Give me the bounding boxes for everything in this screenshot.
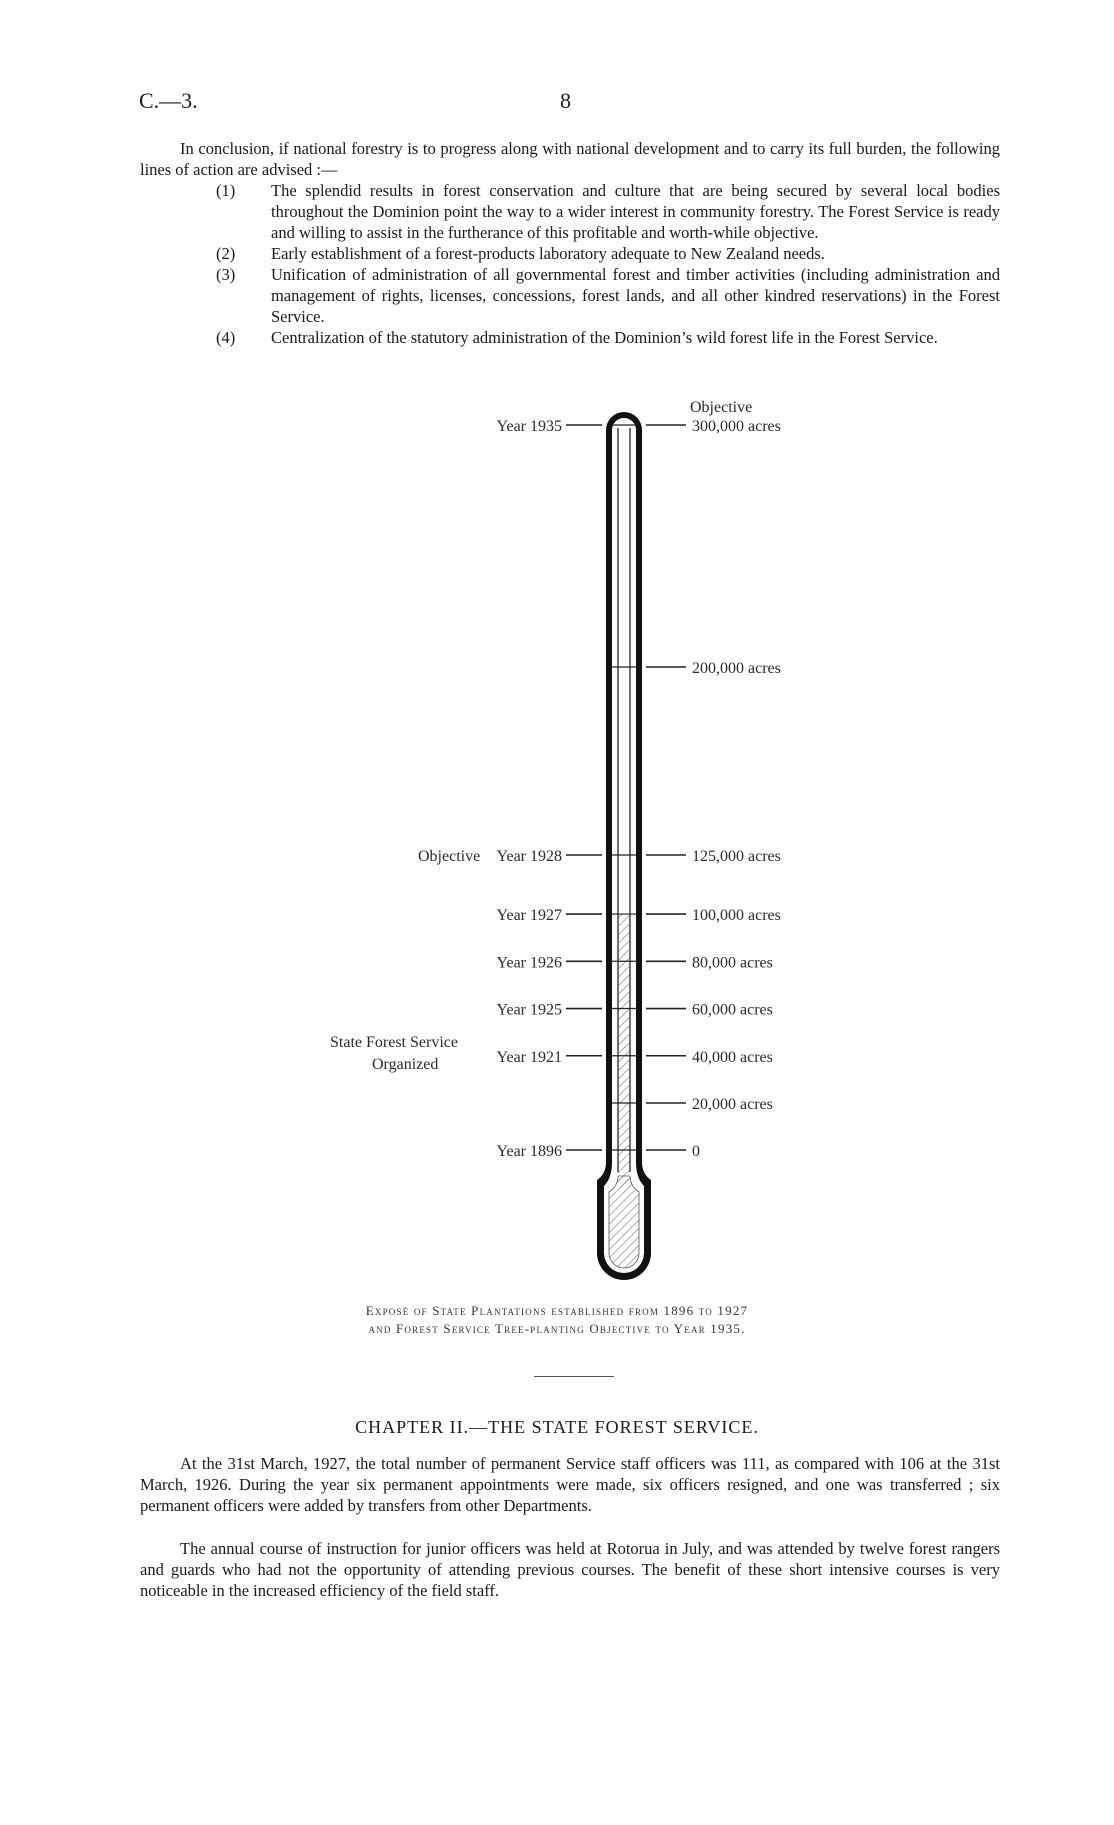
right-scale-label: 20,000 acres (692, 1096, 773, 1113)
intro-paragraph: In conclusion, if national forestry is to progress along with national development and to carry its full burden, the following lines of action are advised :— (140, 139, 1000, 179)
year-label: Year 1935 (496, 418, 562, 435)
year-label: Year 1925 (496, 1001, 562, 1019)
year-label: Year 1928 (496, 848, 562, 865)
action-item-text: Centralization of the statutory administration of the Dominion’s wild forest life in the Forest Service. (271, 328, 938, 347)
action-item-number: (2) (216, 244, 236, 263)
objective-top-annotation: Objective (690, 399, 753, 416)
chapter-title: CHAPTER II.—THE STATE FOREST SERVICE. (355, 1417, 759, 1437)
chapter-paragraph: The annual course of instruction for junior officers was held at Rotorua in July, and was attended by twelve forest rangers and guards who had not the opportunity of attending previous courses. The benefit of these short intensive courses is very noticeable in the increased efficiency of the field staff. (140, 1539, 1000, 1600)
action-item-text: The splendid results in forest conservation and culture that are being secured by several local bodies throughout the Dominion point the way to a wider interest in community forestry. The Forest Service is ready and willing to assist in the furtherance of this profitable and worth-while objective. (271, 181, 1000, 242)
action-item-text: Unification of administration of all governmental forest and timber activities (including administration and management of rights, licenses, concessions, forest lands, and all other kindred reservations) in the Forest Service. (271, 265, 1000, 326)
chapter-paragraph: At the 31st March, 1927, the total number of permanent Service staff officers was 111, as compared with 106 at the 31st March, 1926. During the year six permanent appointments were made, six officers resigned, and one was transferred ; six permanent officers were added by transfers from other Departments. (140, 1454, 1000, 1515)
page-number: 8 (560, 88, 571, 113)
left-labels (497, 418, 602, 1160)
right-scale-label: 80,000 acres (692, 954, 773, 972)
action-item-number: (4) (216, 328, 236, 347)
state-forest-annotation-line2: Organized (372, 1056, 439, 1073)
right-labels (646, 418, 781, 1160)
year-label: Year 1896 (496, 1143, 562, 1160)
figure-caption-line1: Exposé of State Plantations established from 1896 to 1927 (365, 1303, 749, 1318)
right-scale-label: 60,000 acres (692, 1001, 773, 1019)
figure-caption-line2: and Forest Service Tree-planting Objective to Year 1935. (368, 1321, 746, 1336)
mercury-column (618, 914, 630, 1188)
year-label: Year 1926 (496, 954, 562, 972)
mercury-bulb (609, 1176, 639, 1268)
right-scale-label: 200,000 acres (692, 660, 781, 677)
objective-left-annotation: Objective (418, 848, 481, 865)
state-forest-annotation-line1: State Forest Service (330, 1034, 458, 1051)
right-scale-label: 0 (692, 1143, 700, 1160)
document-code: C.—3. (139, 88, 198, 113)
right-scale-label: 125,000 acres (692, 848, 781, 865)
action-item-number: (1) (216, 181, 236, 200)
action-item-text: Early establishment of a forest-products laboratory adequate to New Zealand needs. (271, 244, 825, 263)
year-label: Year 1921 (496, 1048, 562, 1066)
right-scale-label: 40,000 acres (692, 1048, 773, 1066)
right-scale-label: 300,000 acres (692, 418, 781, 435)
action-item-number: (3) (216, 265, 236, 284)
chart-annotations (330, 399, 752, 1073)
section-divider (534, 1376, 614, 1377)
right-scale-label: 100,000 acres (692, 907, 781, 925)
year-label: Year 1927 (496, 907, 562, 925)
